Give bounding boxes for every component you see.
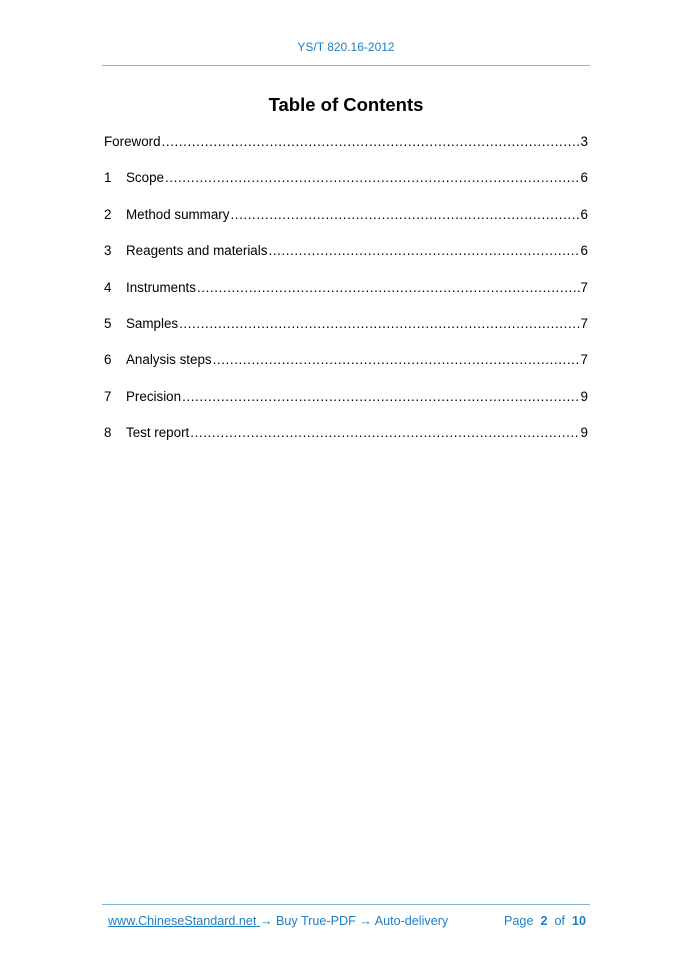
toc-entry-number: 1 [104,170,112,186]
toc-entry-method-summary[interactable] [104,206,588,242]
toc-entry-page: 9 [580,388,588,404]
toc-entry-title: Instruments [126,279,196,295]
toc-entry-page: 7 [580,279,588,295]
arrow-right-icon: → [359,914,372,928]
toc-entry-title: Method summary [126,206,230,222]
page-current: 2 [540,914,548,928]
toc-entry-title: Test report [126,425,190,441]
toc-title: Table of Contents [268,94,424,115]
toc-entry-test-report[interactable] [104,424,588,460]
toc-entry-title: Analysis steps [126,352,212,368]
document-header [102,40,590,54]
toc-dot-leader [190,424,579,442]
page-indicator [504,913,586,929]
toc-entry-page: 7 [580,315,588,331]
footer-promo [108,913,448,929]
toc-entry-number: 6 [104,352,112,368]
page-total: 10 [571,914,586,928]
toc-entry-title: Scope [126,170,164,186]
chinesestandard-link[interactable]: www.ChineseStandard.net [108,914,260,928]
toc-dot-leader [197,279,580,297]
toc-entry-number: 8 [104,425,112,441]
toc-entry-number: 5 [104,315,112,331]
toc-entry-page: 9 [580,425,588,441]
toc-dot-leader [268,242,579,260]
toc-entry-instruments[interactable] [104,279,588,315]
standard-number: YS/T 820.16-2012 [297,40,395,54]
toc-entry-number: 7 [104,388,112,404]
toc-dot-leader [162,133,580,151]
toc-entry-precision[interactable] [104,388,588,424]
toc-entry-page: 7 [580,352,588,368]
toc-entry-reagents[interactable] [104,242,588,278]
toc-entry-samples[interactable] [104,315,588,351]
toc-entry-scope[interactable] [104,169,588,205]
table-of-contents [104,133,588,461]
toc-entry-number: 2 [104,206,112,222]
footer-tagline: Buy True-PDF [272,914,360,928]
toc-entry-analysis-steps[interactable] [104,351,588,387]
page-label: Page [504,914,534,928]
toc-entry-number: 3 [104,243,112,259]
toc-entry-title: Precision [126,388,182,404]
toc-entry-title: Foreword [104,134,161,149]
arrow-right-icon: → [259,914,273,928]
page-of-label: of [554,914,565,928]
toc-entry-foreword[interactable] [104,133,588,169]
toc-entry-page: 3 [580,134,588,149]
toc-dot-leader [165,169,580,187]
toc-dot-leader [182,388,579,406]
footer-tagline-delivery: Auto-delivery [371,914,449,928]
toc-dot-leader [213,351,580,369]
toc-entry-number: 4 [104,279,112,295]
toc-dot-leader [179,315,579,333]
toc-entry-page: 6 [580,170,588,186]
toc-entry-page: 6 [580,243,588,259]
footer-divider [102,904,590,905]
toc-entry-title: Reagents and materials [126,243,268,259]
toc-dot-leader [230,206,579,224]
header-divider [102,65,590,66]
toc-entry-page: 6 [580,206,588,222]
toc-entry-title: Samples [126,315,179,331]
